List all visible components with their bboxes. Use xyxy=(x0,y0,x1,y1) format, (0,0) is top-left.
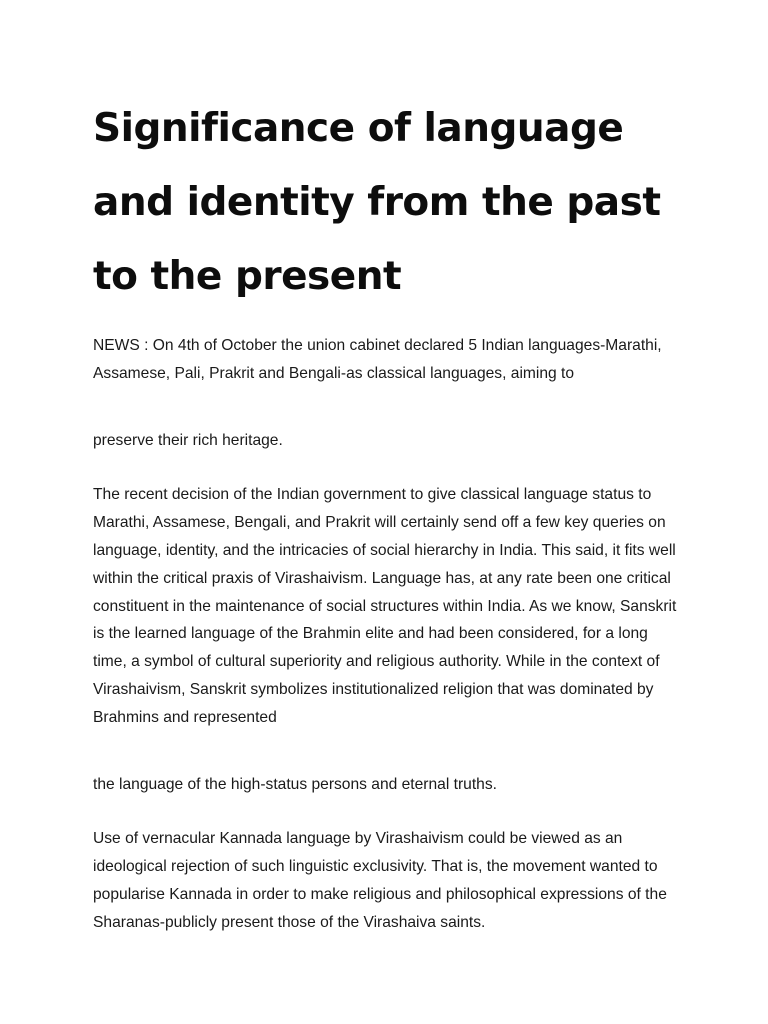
article-title: Significance of language and identity from the past to the present xyxy=(93,106,661,299)
article xyxy=(93,92,683,937)
news-paragraph-continued: preserve their rich heritage. xyxy=(93,431,283,449)
recent-decision-paragraph-continued: the language of the high-status persons and eternal truths. xyxy=(93,775,497,793)
recent-decision-paragraph: The recent decision of the Indian government to give classical language status to Marathi, Assamese, Bengali, and Prakrit will certainly send off a few key queries on language, identity, and the intricacies of social hierarchy in India. This said, it fits well within the critical praxis of Virashaivism. Language has, at any rate been one critical constituent in the maintenance of social structures within India. As we know, Sanskrit is the learned language of the Brahmin elite and had been considered, for a long time, a symbol of cultural superiority and religious authority. While in the context of Virashaivism, Sanskrit symbolizes institutionalized religion that was dominated by Brahmins and represented xyxy=(93,486,677,726)
vernacular-kannada-paragraph: Use of vernacular Kannada language by Virashaivism could be viewed as an ideological rejection of such linguistic exclusivity. That is, the movement wanted to popularise Kannada in order to make religious and philosophical expressions of the Sharanas-publicly present those of the Virashaiva saints. xyxy=(93,830,667,931)
news-paragraph: NEWS : On 4th of October the union cabinet declared 5 Indian languages-Marathi, Assamese, Pali, Prakrit and Bengali-as classical languages, aiming to xyxy=(93,337,662,382)
